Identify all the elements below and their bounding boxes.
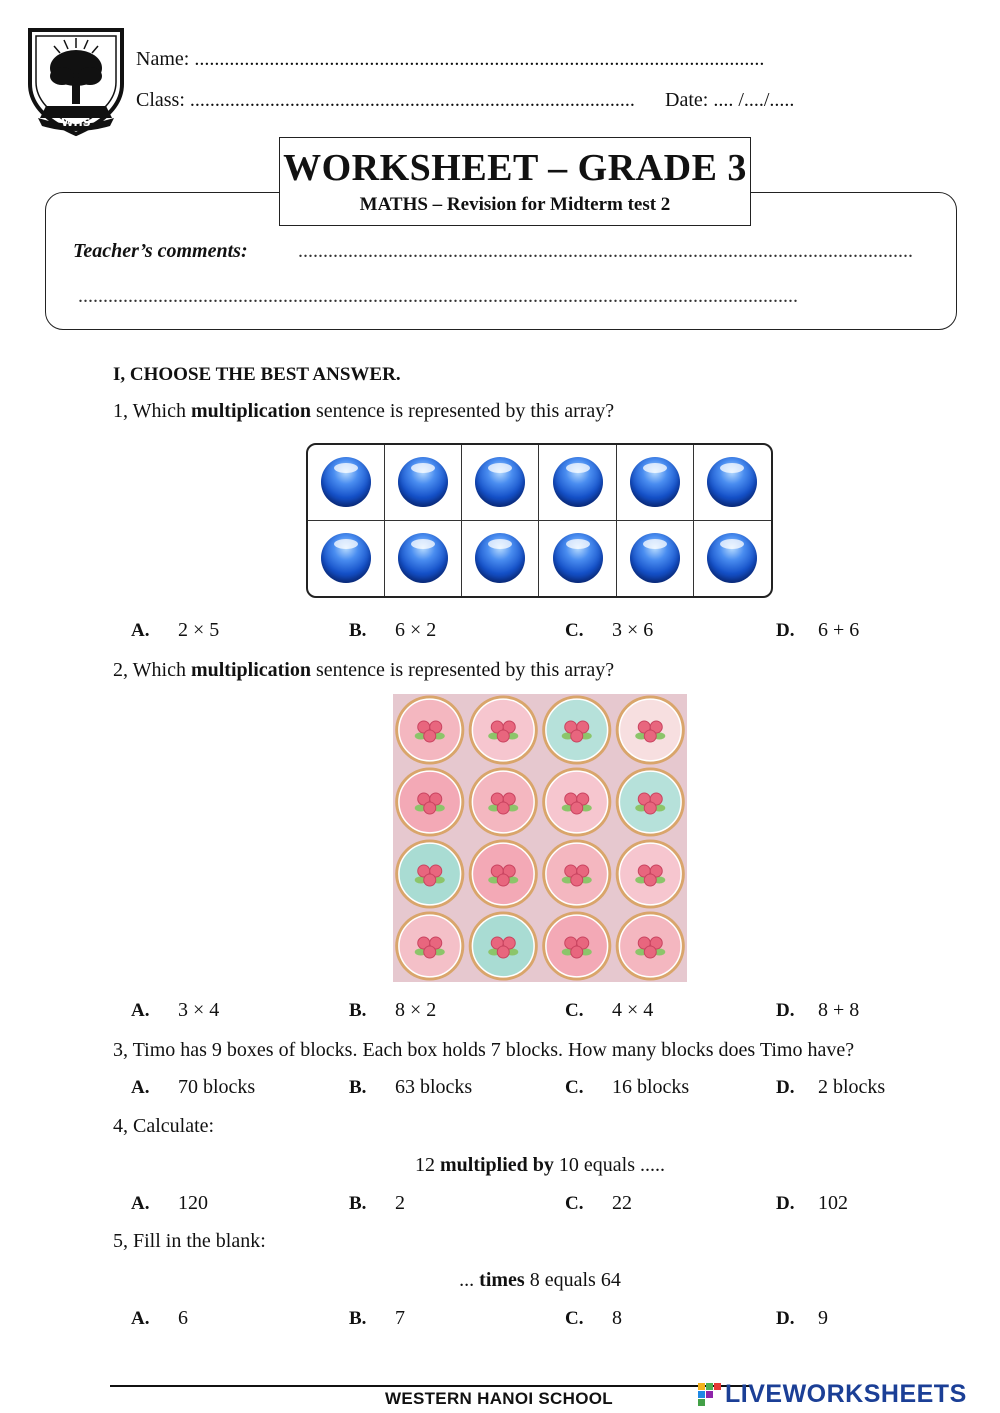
cupcake [469,911,538,980]
array-cell [694,445,771,521]
q3-option-b-text[interactable]: 63 blocks [395,1076,473,1098]
q5-option-b-text[interactable]: 7 [395,1307,405,1329]
q4-option-d[interactable] [776,1193,794,1215]
footer-divider [110,1385,750,1387]
q2-option-c-text[interactable]: 4 × 4 [612,999,654,1021]
q4-option-b-text[interactable]: 2 [395,1192,405,1214]
q2-option-a-text[interactable]: 3 × 4 [178,999,220,1021]
option-letter: C. [565,1077,584,1098]
date-value[interactable]: .... /..../..... [713,89,795,111]
cupcake [542,911,611,980]
array-cell [308,445,385,521]
footer-school-name: WESTERN HANOI SCHOOL [385,1389,613,1408]
option-letter: D. [776,1077,795,1098]
cupcake [542,767,611,836]
array-cell [462,521,539,597]
array-cell [308,521,385,597]
q2-option-d-text[interactable]: 8 + 8 [818,999,860,1021]
option-letter: C. [565,1000,584,1021]
blue-ball [553,533,603,583]
expression-keyword: times [479,1269,525,1291]
question-1 [113,400,614,423]
question-1-keyword: multiplication [190,400,311,422]
blue-ball [475,457,525,507]
q2-option-d[interactable] [776,1000,794,1022]
date-label: Date: [665,89,709,111]
cupcake [616,839,685,908]
blue-ball [707,457,757,507]
question-1-prefix: 1, Which [113,400,191,422]
option-letter: D. [776,1193,795,1214]
expression-start: ... [459,1269,480,1291]
blue-ball [321,533,371,583]
q5-option-c-text[interactable]: 8 [612,1307,622,1329]
expression-start: 12 [414,1154,440,1176]
blue-ball [321,457,371,507]
question-4: 4, Calculate: [113,1115,215,1137]
option-letter: C. [565,1193,584,1214]
name-label: Name: [136,48,190,70]
q4-option-d-text[interactable]: 102 [818,1192,848,1214]
expression-keyword: multiplied by [439,1154,554,1176]
q1-option-a-text[interactable]: 2 × 5 [178,619,220,641]
q5-option-d-text[interactable]: 9 [818,1307,828,1329]
array-cell [539,521,616,597]
q4-option-b[interactable] [349,1193,366,1215]
liveworksheets-brand-text: LIVEWORKSHEETS [725,1379,967,1408]
question-1-suffix: sentence is represented by this array? [310,400,615,422]
liveworksheets-logo[interactable] [697,1379,967,1409]
question-5: 5, Fill in the blank: [113,1230,266,1252]
q5-option-b[interactable] [349,1308,366,1330]
liveworksheets-icon [697,1381,723,1407]
q3-option-d[interactable] [776,1077,794,1099]
q4-option-c[interactable] [565,1193,583,1215]
expression-end: 8 equals 64 [524,1269,621,1291]
question-2 [113,659,614,682]
q1-option-c-text[interactable]: 3 × 6 [612,619,654,641]
option-letter: D. [776,1308,795,1329]
question-2-keyword: multiplication [190,659,311,681]
q1-option-b[interactable] [349,620,366,642]
title-box [279,137,751,226]
blue-ball [630,533,680,583]
cupcake [616,695,685,764]
q3-option-b[interactable] [349,1077,366,1099]
q2-option-b[interactable] [349,1000,366,1022]
cupcake [616,767,685,836]
name-field[interactable] [136,48,764,71]
teacher-comments-line-2[interactable]: ................................................................................................................................................ [78,285,798,307]
q3-option-a[interactable] [131,1077,149,1099]
cupcake [469,695,538,764]
q1-option-d[interactable] [776,620,794,642]
date-field[interactable] [665,89,794,112]
option-letter: B. [349,1308,367,1329]
option-letter: A. [131,1000,150,1021]
cupcake [469,767,538,836]
array-cell [462,445,539,521]
teacher-comments-line-1[interactable]: ........................................................................................................................... [298,240,913,262]
array-cell [617,521,694,597]
cupcake [395,767,464,836]
blue-ball [630,457,680,507]
blue-ball [398,533,448,583]
q3-option-c-text[interactable]: 16 blocks [612,1076,690,1098]
q1-option-b-text[interactable]: 6 × 2 [395,619,437,641]
school-crest-logo [26,22,126,142]
cupcake [542,839,611,908]
question-4-expression [0,1154,1000,1177]
class-dots[interactable]: ......................................................................................... [189,89,635,111]
question-2-prefix: 2, Which [113,659,191,681]
cupcake [395,695,464,764]
question-5-expression [0,1269,1000,1292]
q5-option-c[interactable] [565,1308,583,1330]
q4-option-a[interactable] [131,1193,149,1215]
blue-ball [398,457,448,507]
array-cell [617,445,694,521]
array-cell [385,521,462,597]
array-cell [694,521,771,597]
q3-option-c[interactable] [565,1077,583,1099]
option-letter: A. [131,1308,150,1329]
option-letter: D. [776,1000,795,1021]
q2-option-b-text[interactable]: 8 × 2 [395,999,437,1021]
question-3: 3, Timo has 9 boxes of blocks. Each box holds 7 blocks. How many blocks does Timo have? [113,1039,855,1061]
option-letter: A. [131,620,150,641]
q1-option-c[interactable] [565,620,583,642]
q4-option-c-text[interactable]: 22 [612,1192,632,1214]
option-letter: C. [565,620,584,641]
option-letter: B. [349,620,367,641]
worksheet-title: WORKSHEET – GRADE 3 [283,147,747,189]
q5-option-d[interactable] [776,1308,794,1330]
section-title: I, CHOOSE THE BEST ANSWER. [113,364,401,385]
option-letter: D. [776,620,795,641]
expression-end: 10 equals ..... [553,1154,665,1176]
q2-option-c[interactable] [565,1000,583,1022]
worksheet-subtitle: MATHS – Revision for Midterm test 2 [359,194,671,215]
option-letter: B. [349,1077,367,1098]
array-cell [539,445,616,521]
q5-option-a-text[interactable]: 6 [178,1307,188,1329]
blue-ball [553,457,603,507]
q5-option-a[interactable] [131,1308,149,1330]
cupcake [542,695,611,764]
cupcake-array-image [393,694,687,982]
q1-option-d-text[interactable]: 6 + 6 [818,619,860,641]
q2-option-a[interactable] [131,1000,149,1022]
teacher-comments-label: Teacher’s comments: [73,240,248,262]
option-letter: A. [131,1193,150,1214]
cupcake [395,839,464,908]
question-2-suffix: sentence is represented by this array? [310,659,615,681]
array-cell [385,445,462,521]
class-field[interactable] [136,89,635,112]
name-dots[interactable]: .................................................................................................................. [194,48,765,70]
cupcake [469,839,538,908]
option-letter: B. [349,1000,367,1021]
q4-option-a-text[interactable]: 120 [178,1192,208,1214]
q1-option-a[interactable] [131,620,149,642]
blue-ball [707,533,757,583]
crest-badge-text: WHS [61,116,91,129]
cupcake [616,911,685,980]
q3-option-d-text[interactable]: 2 blocks [818,1076,886,1098]
blue-ball [475,533,525,583]
option-letter: B. [349,1193,367,1214]
class-label: Class: [136,89,185,111]
q3-option-a-text[interactable]: 70 blocks [178,1076,256,1098]
cupcake [395,911,464,980]
option-letter: C. [565,1308,584,1329]
option-letter: A. [131,1077,150,1098]
circle-array [306,443,773,598]
